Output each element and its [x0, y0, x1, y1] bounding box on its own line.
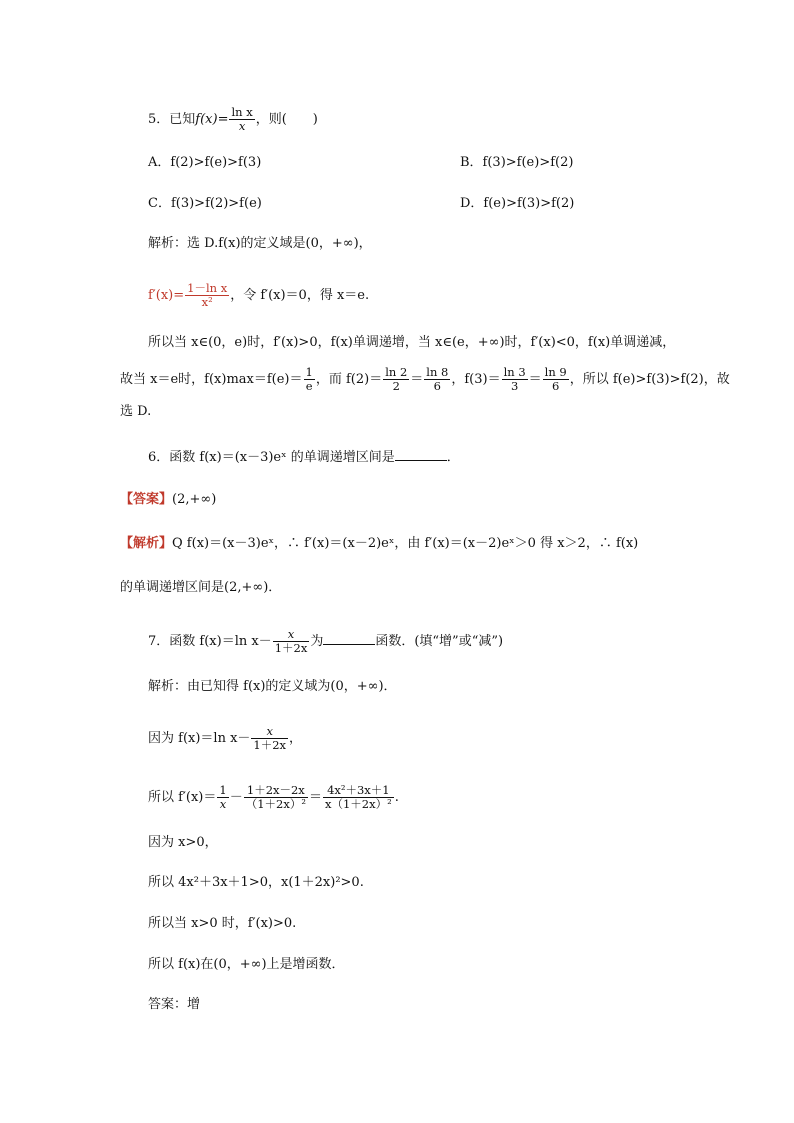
q7-stem: 7．函数 f(x)＝ln x－ $\frac{x}{1+2x}$ 为 函数．(填“增”或“减”): [148, 627, 504, 655]
q6-answer-blank: [395, 446, 447, 461]
q7-s2-fraction: $\frac{x}{1+2x}$: [253, 724, 287, 752]
q6-analysis-line-2: 的单调递增区间是(2,+∞)．: [120, 580, 282, 595]
q5-frac-1-over-e: $\frac{1}{e}$: [305, 365, 313, 393]
q5-option-c: C．f(3)>f(2)>f(e): [148, 196, 262, 211]
q7-solution-3: 所以 f′(x)＝ $\frac{1}{x}$ － $\frac{1+2x-2x}{\text{（1＋2x）²}}$ ＝ $\frac{\text{4x²＋3x＋1}}{\text{x（1＋2x）²}}$ .: [148, 783, 399, 811]
q7-solution-6: 所以当 x>0 时，f′(x)>0.: [148, 916, 297, 931]
q5-frac-ln9: $\frac{\ln 9}{6}$: [544, 365, 567, 393]
q7-solution-2: 因为 f(x)＝ln x－ $\frac{x}{1+2x}$ ，: [148, 724, 303, 752]
q5-stem: 5．已知f(x)= $\frac{\text{ln x}}{x}$ ，则( ): [148, 105, 318, 133]
q7-solution-5: 所以 4x²＋3x＋1>0，x(1＋2x)²>0.: [148, 875, 364, 890]
q7-s3-frac-1: $\frac{1}{x}$: [219, 783, 227, 811]
q7-stem-fraction: $\frac{x}{1+2x}$: [274, 627, 308, 655]
q5-solution-line-4: 故当 x＝e时，f(x)max＝f(e)＝ $\frac{1}{e}$ ，而 f(2)＝ $\frac{\ln 2}{2}$ ＝ $\frac{\ln 8}{6}$ ，f(3)＝ $\frac{\ln 3}{3}$ ＝ $\frac{\ln 9}{6}$ ，所以 f(e)>f(3)>f(2)，故: [120, 365, 730, 393]
q7-solution-7: 所以 f(x)在(0，+∞)上是增函数．: [148, 957, 345, 972]
q5-solution-line-1: 解析：选 D.f(x)的定义域是(0，+∞)，: [148, 236, 372, 251]
q5-solution-line-3: 所以当 x∈(0，e)时，f′(x)>0，f(x)单调递增，当 x∈(e，+∞)时，f′(x)<0，f(x)单调递减，: [148, 335, 676, 350]
q5-option-a: A．f(2)>f(e)>f(3): [148, 155, 262, 170]
q6-analysis-line-1: 【解析】Q f(x)＝(x－3)eˣ，∴ f′(x)＝(x－2)eˣ，由 f′(x)＝(x－2)eˣ＞0 得 x＞2，∴ f(x): [120, 536, 639, 551]
q7-solution-1: 解析：由已知得 f(x)的定义域为(0，+∞)．: [148, 679, 397, 694]
q7-s3-frac-2: $\frac{1+2x-2x}{\text{（1＋2x）²}}$: [245, 783, 306, 811]
q5-option-b: B．f(3)>f(e)>f(2): [460, 155, 574, 170]
q6-answer: 【答案】(2,+∞): [120, 492, 217, 507]
q5-frac-ln2: $\frac{\ln 2}{2}$: [385, 365, 408, 393]
q7-solution-4: 因为 x>0，: [148, 835, 218, 850]
q5-solution-line-2: f′(x)= $\frac{\text{1－ln x}}{\text{x²}}$ ，令 f′(x)＝0，得 x＝e.: [148, 281, 370, 309]
q7-answer-blank: [323, 630, 375, 645]
q5-frac-ln8: $\frac{\ln 8}{6}$: [426, 365, 449, 393]
q5-solution-line-5: 选 D.: [120, 404, 152, 419]
q7-answer: 答案：增: [148, 997, 201, 1012]
q5-derivative-fraction: $\frac{\text{1－ln x}}{\text{x²}}$: [187, 281, 228, 309]
q6-stem: 6．函数 f(x)＝(x－3)eˣ 的单调递增区间是 ．: [148, 446, 460, 468]
q5-frac-ln3: $\frac{\ln 3}{3}$: [503, 365, 526, 393]
q5-fraction: $\frac{\text{ln x}}{x}$: [231, 105, 253, 133]
q7-s3-frac-3: $\frac{\text{4x²＋3x＋1}}{\text{x（1＋2x）²}}$: [324, 783, 392, 811]
q5-option-d: D．f(e)>f(3)>f(2): [460, 196, 575, 211]
